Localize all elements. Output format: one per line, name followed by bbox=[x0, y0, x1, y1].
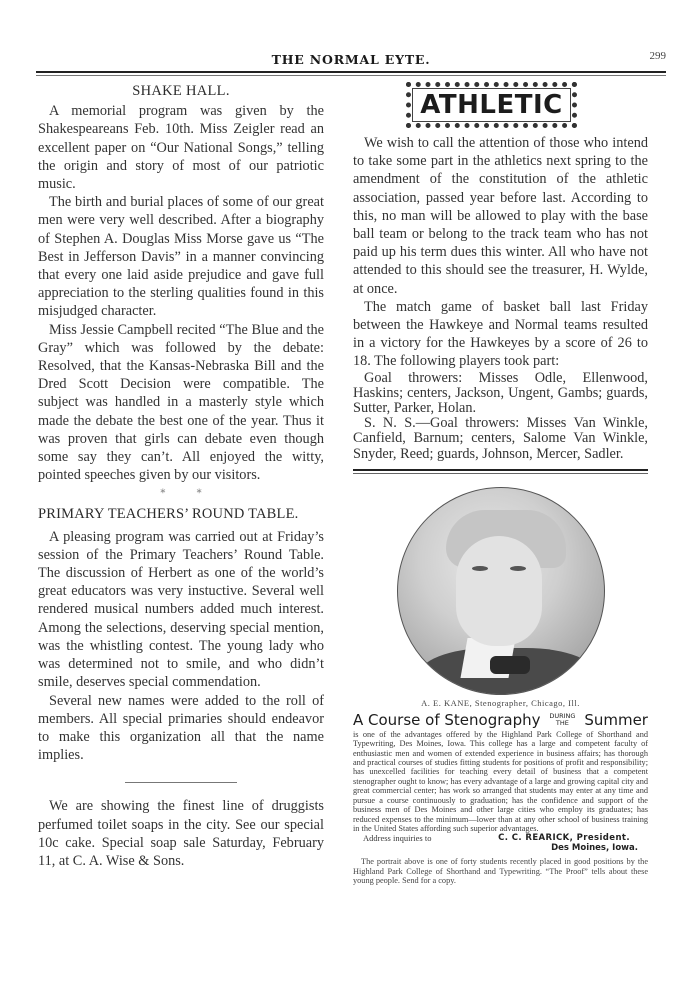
article-paragraph: The match game of basket ball last Friday between the Hawkeye and Normal teams resulted in a victory for the Hawkeyes by a score of 26 to 18. The following players took part: bbox=[353, 298, 648, 370]
ad-headline-small bbox=[549, 713, 575, 727]
athletic-article bbox=[353, 82, 648, 474]
article-paragraph: Miss Jessie Campbell recited “The Blue and the Gray” which was followed by the debate: Resolved, that the Kansas-Nebraska Bill and the Dred Scott Decision were compatible. The subject was handled in a masterly style which made the debate the best one of the year. Thus it was proven that girls can debate even though some say they can’t. All enjoyed the witty, pointed speeches given by our visitors. bbox=[38, 321, 324, 484]
players-list bbox=[353, 371, 648, 462]
left-column bbox=[38, 82, 324, 870]
ad-headline bbox=[353, 710, 648, 730]
ad-headline-small-bottom: THE bbox=[555, 718, 569, 727]
athletic-banner bbox=[406, 82, 577, 128]
shake-hall-article bbox=[38, 82, 324, 501]
ad-body-text: is one of the advantages offered by the Highland Park College of Shorthand and Typewriting, Des Moines, Iowa. This college has a large and competent faculty of enthusiastic men and women of extended experience in business affairs; has thorough and practical courses of studies fitting students for positions of profit and responsibility; has unexcelled facilities for teaching every detail of business that a competent stenographer ought to know; has every advantage of a large and growing capital city and great commercial center; has work so arranged that students may enter at any time and pursue a course continuously to graduation; has the confidence and support of the business men of Des Moines and other large cities who employ its graduates; has reduced expenses to the minimum—lower than at any other school of business training in the United States affording such superior advantages. bbox=[353, 729, 648, 833]
round-table-article bbox=[38, 505, 324, 764]
header-rule bbox=[36, 71, 666, 73]
article-paragraph: A memorial program was given by the Shakespeareans Feb. 10th. Miss Zeigler read an excellent paper on “Our National Songs,” telling the origin and story of most of our patriotic music. bbox=[38, 103, 324, 193]
ad-headline-left: A Course of Stenography bbox=[353, 710, 541, 729]
ad-body bbox=[353, 730, 648, 833]
article-paragraph: The birth and burial places of some of our great men were very well described. After a biography of Stephen A. Douglas Miss Morse gave us “The Best in Jefferson Davis” in a manner convincing that every one laid aside prejudice and gave full appreciation to the sterling qualities found in this misjudged character. bbox=[38, 194, 324, 320]
section-divider bbox=[125, 782, 237, 783]
address-city: Des Moines, Iowa. bbox=[551, 843, 638, 854]
ad-headline-right: Summer bbox=[584, 710, 648, 729]
ad-address bbox=[353, 833, 648, 843]
portrait-photo bbox=[397, 487, 605, 695]
ad-footer bbox=[353, 857, 648, 885]
players-sns: S. N. S.—Goal throwers: Misses Van Winkle, Canfield, Barnum; centers, Salome Van Winkle, Snyder, Reed; guards, Johnson, Mercer, Sadler. bbox=[353, 415, 648, 462]
article-heading: SHAKE HALL. bbox=[132, 83, 230, 99]
right-column bbox=[353, 82, 648, 886]
address-name: C. C. REARICK, President. bbox=[498, 833, 630, 844]
header-rule-thin bbox=[36, 75, 666, 76]
ad-headline-small-top: DURING bbox=[549, 711, 576, 720]
notice-paragraph: We are showing the finest line of druggists perfumed toilet soaps in the city. See our special 10c cake. Special soap sale Saturday, February 11, at C. A. Wise & Sons. bbox=[38, 798, 324, 869]
stenography-advertisement bbox=[353, 487, 648, 886]
article-paragraph: We wish to call the attention of those who intend to take some part in the athletics next spring to the amendment of the constitution of the athletic association, passed year before last. According to this, no man will be allowed to play with the base ball team or belong to the track team who has not paid up his term dues this winter. All who have not attended to this should see the treasurer, H. Wylde, at once. bbox=[353, 135, 648, 297]
soap-notice bbox=[38, 797, 324, 870]
publication-title: THE NORMAL EYTE. bbox=[271, 52, 431, 67]
athletic-banner-title: ATHLETIC bbox=[420, 90, 563, 120]
address-label: Address inquiries to bbox=[363, 833, 432, 844]
players-hawkeye: Goal throwers: Misses Odle, Ellenwood, Haskins; centers, Jackson, Ungent, Gambs; guards, Sutter, Parker, Holan. bbox=[353, 369, 648, 417]
portrait-caption: A. E. KANE, Stenographer, Chicago, Ill. bbox=[421, 697, 580, 708]
article-paragraph: Several new names were added to the roll of members. All special primaries should endeavor to make this organization all that the name implies. bbox=[38, 692, 324, 764]
article-heading: PRIMARY TEACHERS’ ROUND TABLE. bbox=[38, 506, 299, 523]
page-number: 299 bbox=[649, 50, 666, 62]
section-separator-asterisks: * * bbox=[160, 488, 202, 500]
section-divider-double bbox=[353, 469, 648, 474]
running-head bbox=[36, 50, 666, 70]
ad-footer-text: The portrait above is one of forty students recently placed in good positions by the Highland Park College of Shorthand and Typewriting. “The Proof” tells about these young people. Send for a copy. bbox=[353, 857, 648, 886]
article-paragraph: A pleasing program was carried out at Friday’s session of the Primary Teachers’ Round Table. The discussion of Herbert as one of the world’s great educators was very instuctive. Several well rendered musical numbers added much interest. Among the selections, deserving special mention, was the whistling contest. The young lady who was determined not to smile, and who didn’t smile, deserves special commendation. bbox=[38, 528, 324, 691]
